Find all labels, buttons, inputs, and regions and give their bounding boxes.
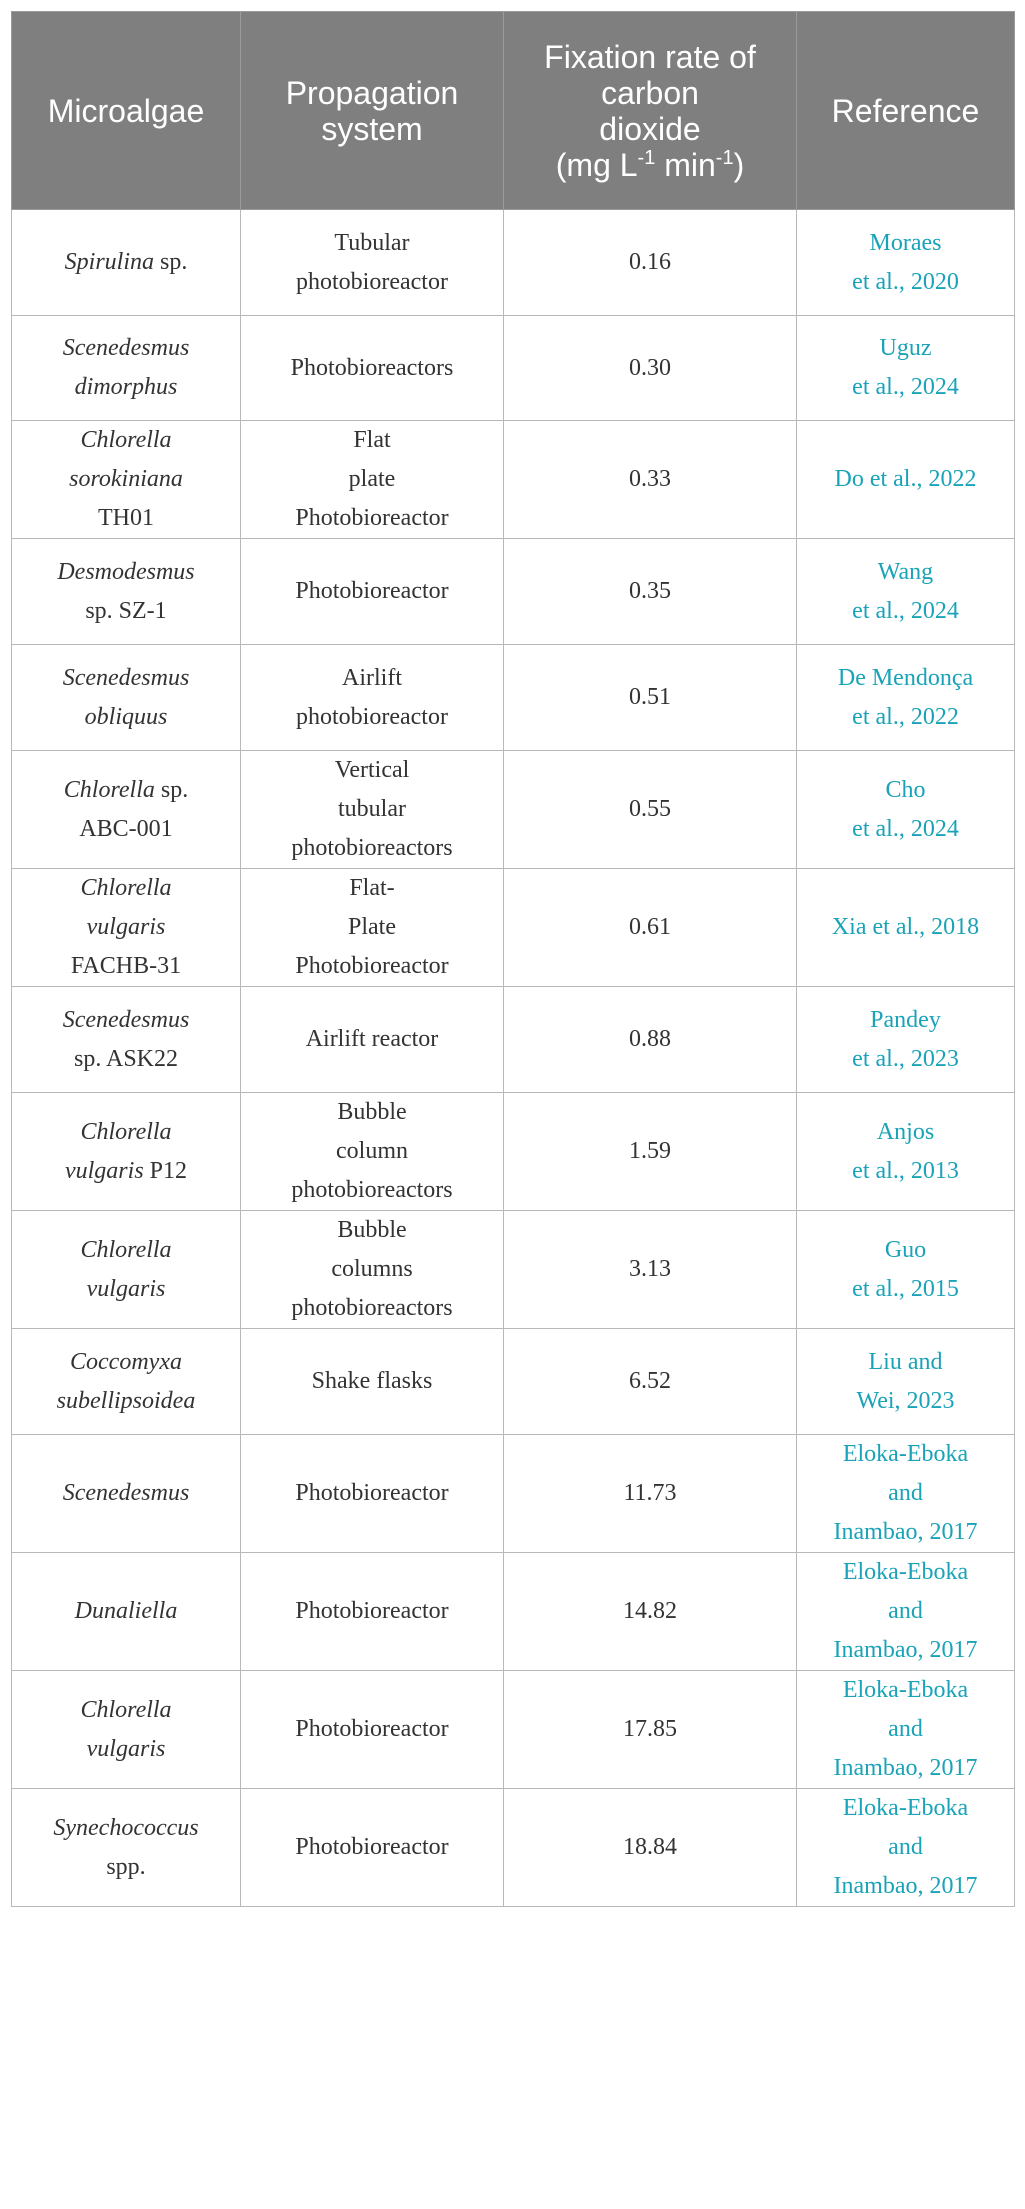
- table-row: [12, 1435, 1015, 1553]
- header-propagation-system: Propagation system: [241, 12, 504, 210]
- cell-microalgae: Chlorella vulgaris FACHB-31: [12, 869, 241, 987]
- cell-fixation-rate: 0.35: [504, 539, 797, 645]
- table-row: [12, 1553, 1015, 1671]
- cell-microalgae: Spirulina sp.: [12, 210, 241, 316]
- cell-microalgae: Scenedesmus obliquus: [12, 645, 241, 751]
- cell-fixation-rate: 0.88: [504, 987, 797, 1093]
- cell-microalgae: Coccomyxa subellipsoidea: [12, 1329, 241, 1435]
- cell-fixation-rate: 0.16: [504, 210, 797, 316]
- cell-fixation-rate: 18.84: [504, 1789, 797, 1907]
- cell-fixation-rate: 17.85: [504, 1671, 797, 1789]
- cell-reference-link[interactable]: De Mendonça et al., 2022: [797, 645, 1015, 751]
- cell-propagation-system: Vertical tubular photobioreactors: [241, 751, 504, 869]
- cell-microalgae: Chlorella vulgaris P12: [12, 1093, 241, 1211]
- table-row: [12, 645, 1015, 751]
- co2-fixation-table: [11, 11, 1015, 1907]
- table-row: [12, 751, 1015, 869]
- cell-propagation-system: Photobioreactor: [241, 1435, 504, 1553]
- cell-propagation-system: Airlift photobioreactor: [241, 645, 504, 751]
- cell-propagation-system: Photobioreactors: [241, 316, 504, 421]
- cell-microalgae: Scenedesmus: [12, 1435, 241, 1553]
- cell-fixation-rate: 6.52: [504, 1329, 797, 1435]
- cell-propagation-system: Bubble columns photobioreactors: [241, 1211, 504, 1329]
- cell-propagation-system: Shake flasks: [241, 1329, 504, 1435]
- table-row: [12, 987, 1015, 1093]
- cell-fixation-rate: 0.30: [504, 316, 797, 421]
- header-reference: Reference: [797, 12, 1015, 210]
- cell-propagation-system: Photobioreactor: [241, 539, 504, 645]
- cell-reference-link[interactable]: Moraes et al., 2020: [797, 210, 1015, 316]
- cell-fixation-rate: 14.82: [504, 1553, 797, 1671]
- cell-microalgae: Chlorella sorokiniana TH01: [12, 421, 241, 539]
- cell-microalgae: Synechococcus spp.: [12, 1789, 241, 1907]
- table-row: [12, 210, 1015, 316]
- table-row: [12, 1093, 1015, 1211]
- cell-reference-link[interactable]: Liu and Wei, 2023: [797, 1329, 1015, 1435]
- table-row: [12, 1671, 1015, 1789]
- table-row: [12, 316, 1015, 421]
- cell-reference-link[interactable]: Pandey et al., 2023: [797, 987, 1015, 1093]
- table-body: [12, 210, 1015, 1907]
- cell-fixation-rate: 11.73: [504, 1435, 797, 1553]
- cell-fixation-rate: 0.55: [504, 751, 797, 869]
- cell-reference-link[interactable]: Anjos et al., 2013: [797, 1093, 1015, 1211]
- table-row: [12, 869, 1015, 987]
- header-fixation-rate: Fixation rate of carbon dioxide (mg $L^{-1}$ $\min^{-1}$): [504, 12, 797, 210]
- header-unit: (mg $L^{-1}$ $\min^{-1}$): [555, 146, 745, 183]
- cell-fixation-rate: 0.61: [504, 869, 797, 987]
- cell-microalgae: Chlorella vulgaris: [12, 1671, 241, 1789]
- cell-microalgae: Scenedesmus dimorphus: [12, 316, 241, 421]
- cell-reference-link[interactable]: Do et al., 2022: [797, 421, 1015, 539]
- cell-reference-link[interactable]: Uguz et al., 2024: [797, 316, 1015, 421]
- cell-propagation-system: Photobioreactor: [241, 1671, 504, 1789]
- cell-fixation-rate: 3.13: [504, 1211, 797, 1329]
- cell-propagation-system: Airlift reactor: [241, 987, 504, 1093]
- cell-microalgae: Chlorella sp. ABC-001: [12, 751, 241, 869]
- cell-propagation-system: Tubular photobioreactor: [241, 210, 504, 316]
- cell-microalgae: Desmodesmus sp. SZ-1: [12, 539, 241, 645]
- cell-reference-link[interactable]: Xia et al., 2018: [797, 869, 1015, 987]
- cell-fixation-rate: 0.51: [504, 645, 797, 751]
- cell-fixation-rate: 0.33: [504, 421, 797, 539]
- table-row: [12, 1329, 1015, 1435]
- cell-reference-link[interactable]: Eloka-Eboka and Inambao, 2017: [797, 1435, 1015, 1553]
- cell-reference-link[interactable]: Eloka-Eboka and Inambao, 2017: [797, 1671, 1015, 1789]
- cell-reference-link[interactable]: Guo et al., 2015: [797, 1211, 1015, 1329]
- cell-microalgae: Scenedesmus sp. ASK22: [12, 987, 241, 1093]
- header-microalgae: Microalgae: [12, 12, 241, 210]
- cell-propagation-system: Photobioreactor: [241, 1553, 504, 1671]
- header-row: [12, 12, 1015, 210]
- table-row: [12, 1789, 1015, 1907]
- cell-reference-link[interactable]: Eloka-Eboka and Inambao, 2017: [797, 1553, 1015, 1671]
- cell-propagation-system: Flat plate Photobioreactor: [241, 421, 504, 539]
- cell-reference-link[interactable]: Cho et al., 2024: [797, 751, 1015, 869]
- cell-microalgae: Chlorella vulgaris: [12, 1211, 241, 1329]
- cell-fixation-rate: 1.59: [504, 1093, 797, 1211]
- cell-propagation-system: Bubble column photobioreactors: [241, 1093, 504, 1211]
- cell-propagation-system: Photobioreactor: [241, 1789, 504, 1907]
- table-row: [12, 539, 1015, 645]
- cell-reference-link[interactable]: Eloka-Eboka and Inambao, 2017: [797, 1789, 1015, 1907]
- cell-propagation-system: Flat- Plate Photobioreactor: [241, 869, 504, 987]
- cell-microalgae: Dunaliella: [12, 1553, 241, 1671]
- cell-reference-link[interactable]: Wang et al., 2024: [797, 539, 1015, 645]
- table-row: [12, 1211, 1015, 1329]
- table-row: [12, 421, 1015, 539]
